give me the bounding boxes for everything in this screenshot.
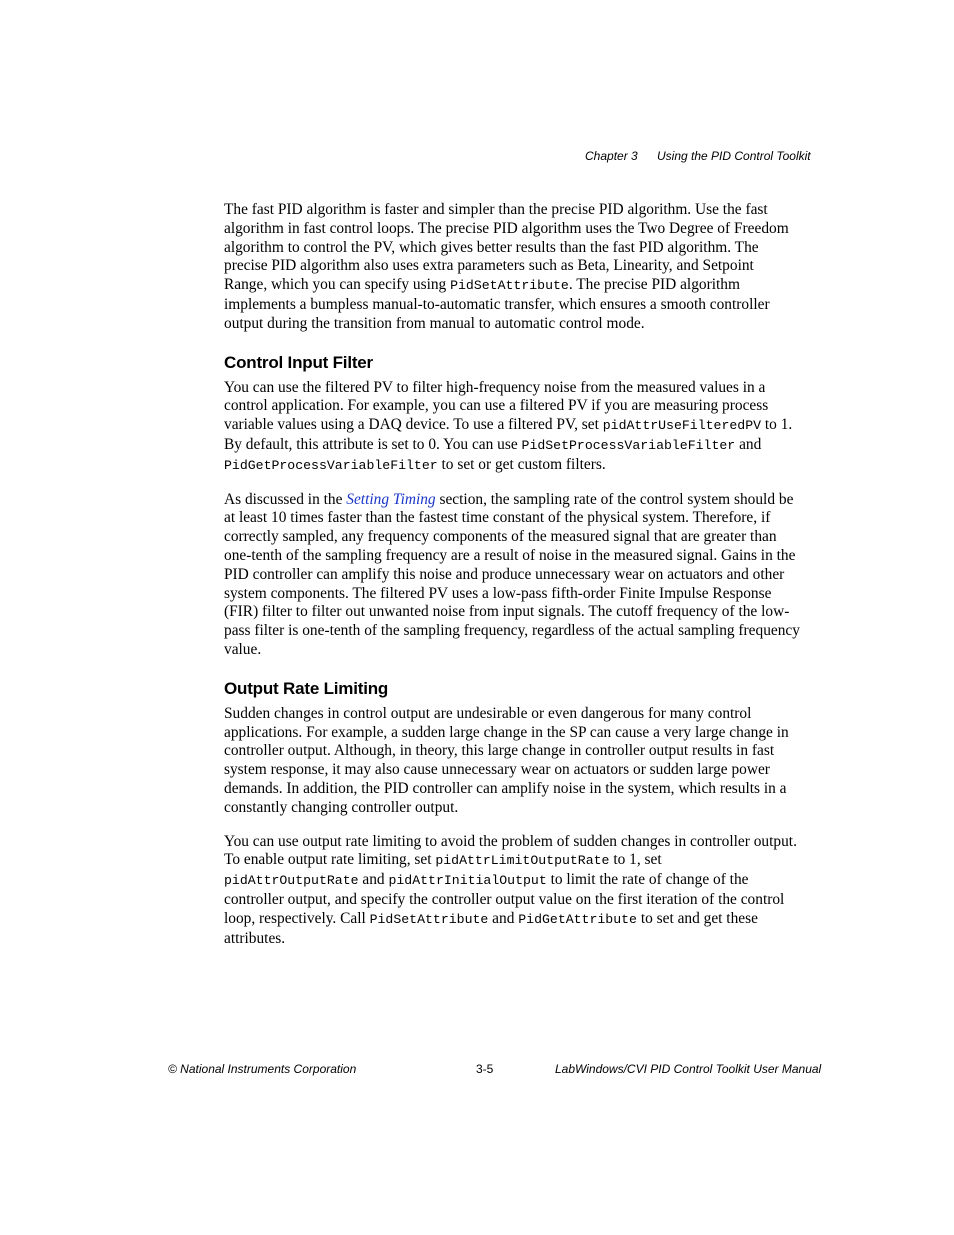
- code-pidsetattribute: PidSetAttribute: [369, 911, 489, 927]
- text-run: . The precise PID algorithm implements a bumpless manual-to-automatic transfer, which ensures a smooth controller output during the transition from manual to automatic control mode.: [224, 276, 770, 332]
- text-run: to set and get these attributes.: [224, 909, 758, 947]
- code-pidattrusefilteredpv: pidAttrUseFilteredPV: [602, 418, 762, 434]
- filter-paragraph-1: [224, 379, 800, 476]
- text-run: and: [735, 435, 762, 453]
- text-run: to 1, set: [609, 851, 662, 869]
- text-run: You can use output rate limiting to avoid the problem of sudden changes in controller output. To enable output rate limiting, set: [224, 832, 797, 869]
- text-run: to set or get custom filters.: [437, 455, 606, 473]
- heading-output-rate-limiting: Output Rate Limiting: [224, 678, 389, 698]
- text-run: and: [358, 871, 389, 889]
- rate-paragraph-1: Sudden changes in control output are undesirable or even dangerous for many control applications. For example, a sudden large change in the SP can cause a very large change in controller output. Although, in theory, this large change in controller output results in fast system response, it may also cause unnecessary wear on actuators or sudden large power demands. In addition, the PID controller can amplify noise in the system, which results in a constantly changing controller output.: [224, 704, 789, 816]
- text-run: section, the sampling rate of the control system should be at least 10 times faster than the fastest time constant of the physical system. Therefore, if correctly sampled, any frequency components of the measured signal that are greater than one-tenth of the sampling frequency are a result of noise in the measured signal. Gains in the PID controller can amplify this noise and produce unnecessary wear on actuators and other system components. The filtered PV uses a low-pass fifth-order Finite Impulse Response (FIR) filter to filter out unwanted noise from input signals. The cutoff frequency of the low-pass filter is one-tenth of the sampling frequency, regardless of the actual sampling frequency value.: [224, 490, 800, 658]
- code-pidgetattribute: PidGetAttribute: [518, 911, 637, 927]
- text-run: The fast PID algorithm is faster and simpler than the precise PID algorithm. Use the fast algorithm in fast control loops. The precise PID algorithm uses the Two Degree of Freedom algorithm to control the PV, which gives better results than the fast PID algorithm. The precise PID algorithm also uses extra parameters such as Beta, Linearity, and Setpoint Range, which you can specify using: [224, 201, 789, 294]
- setting-timing-link[interactable]: Setting Timing: [346, 490, 436, 508]
- code-pidsetprocessvariablefilter: PidSetProcessVariableFilter: [521, 437, 736, 453]
- intro-paragraph: [224, 201, 800, 334]
- footer-manual-title: LabWindows/CVI PID Control Toolkit User Manual: [555, 1062, 822, 1076]
- chapter-title: Using the PID Control Toolkit: [657, 149, 811, 163]
- code-pidgetprocessvariablefilter: PidGetProcessVariableFilter: [224, 457, 438, 473]
- code-pidattroutputrate: pidAttrOutputRate: [224, 873, 359, 889]
- footer-copyright: © National Instruments Corporation: [168, 1062, 357, 1076]
- footer-page-number: 3-5: [476, 1062, 494, 1076]
- page-body: [224, 201, 800, 963]
- chapter-label: Chapter 3: [585, 149, 638, 163]
- rate-paragraph-2: [224, 833, 800, 949]
- heading-control-input-filter: Control Input Filter: [224, 352, 373, 372]
- code-pidsetattribute: PidSetAttribute: [450, 278, 569, 294]
- code-pidattrlimitoutputrate: pidAttrLimitOutputRate: [435, 853, 610, 869]
- text-run: As discussed in the: [224, 490, 347, 508]
- code-pidattrinitialoutput: pidAttrInitialOutput: [388, 873, 547, 889]
- text-run: and: [488, 909, 519, 927]
- filter-paragraph-2: [224, 491, 800, 660]
- text-run: to limit the rate of change of the controller output, and specify the controller output value on the first iteration of the control loop, respectively. Call: [224, 871, 785, 927]
- running-header: [585, 149, 811, 163]
- text-run: to 1. By default, this attribute is set to 0. You can use: [224, 416, 793, 453]
- text-run: You can use the filtered PV to filter high-frequency noise from the measured values in a control application. For example, you can use a filtered PV if you are measuring process variable values using a DAQ device. To use a filtered PV, set: [224, 378, 769, 434]
